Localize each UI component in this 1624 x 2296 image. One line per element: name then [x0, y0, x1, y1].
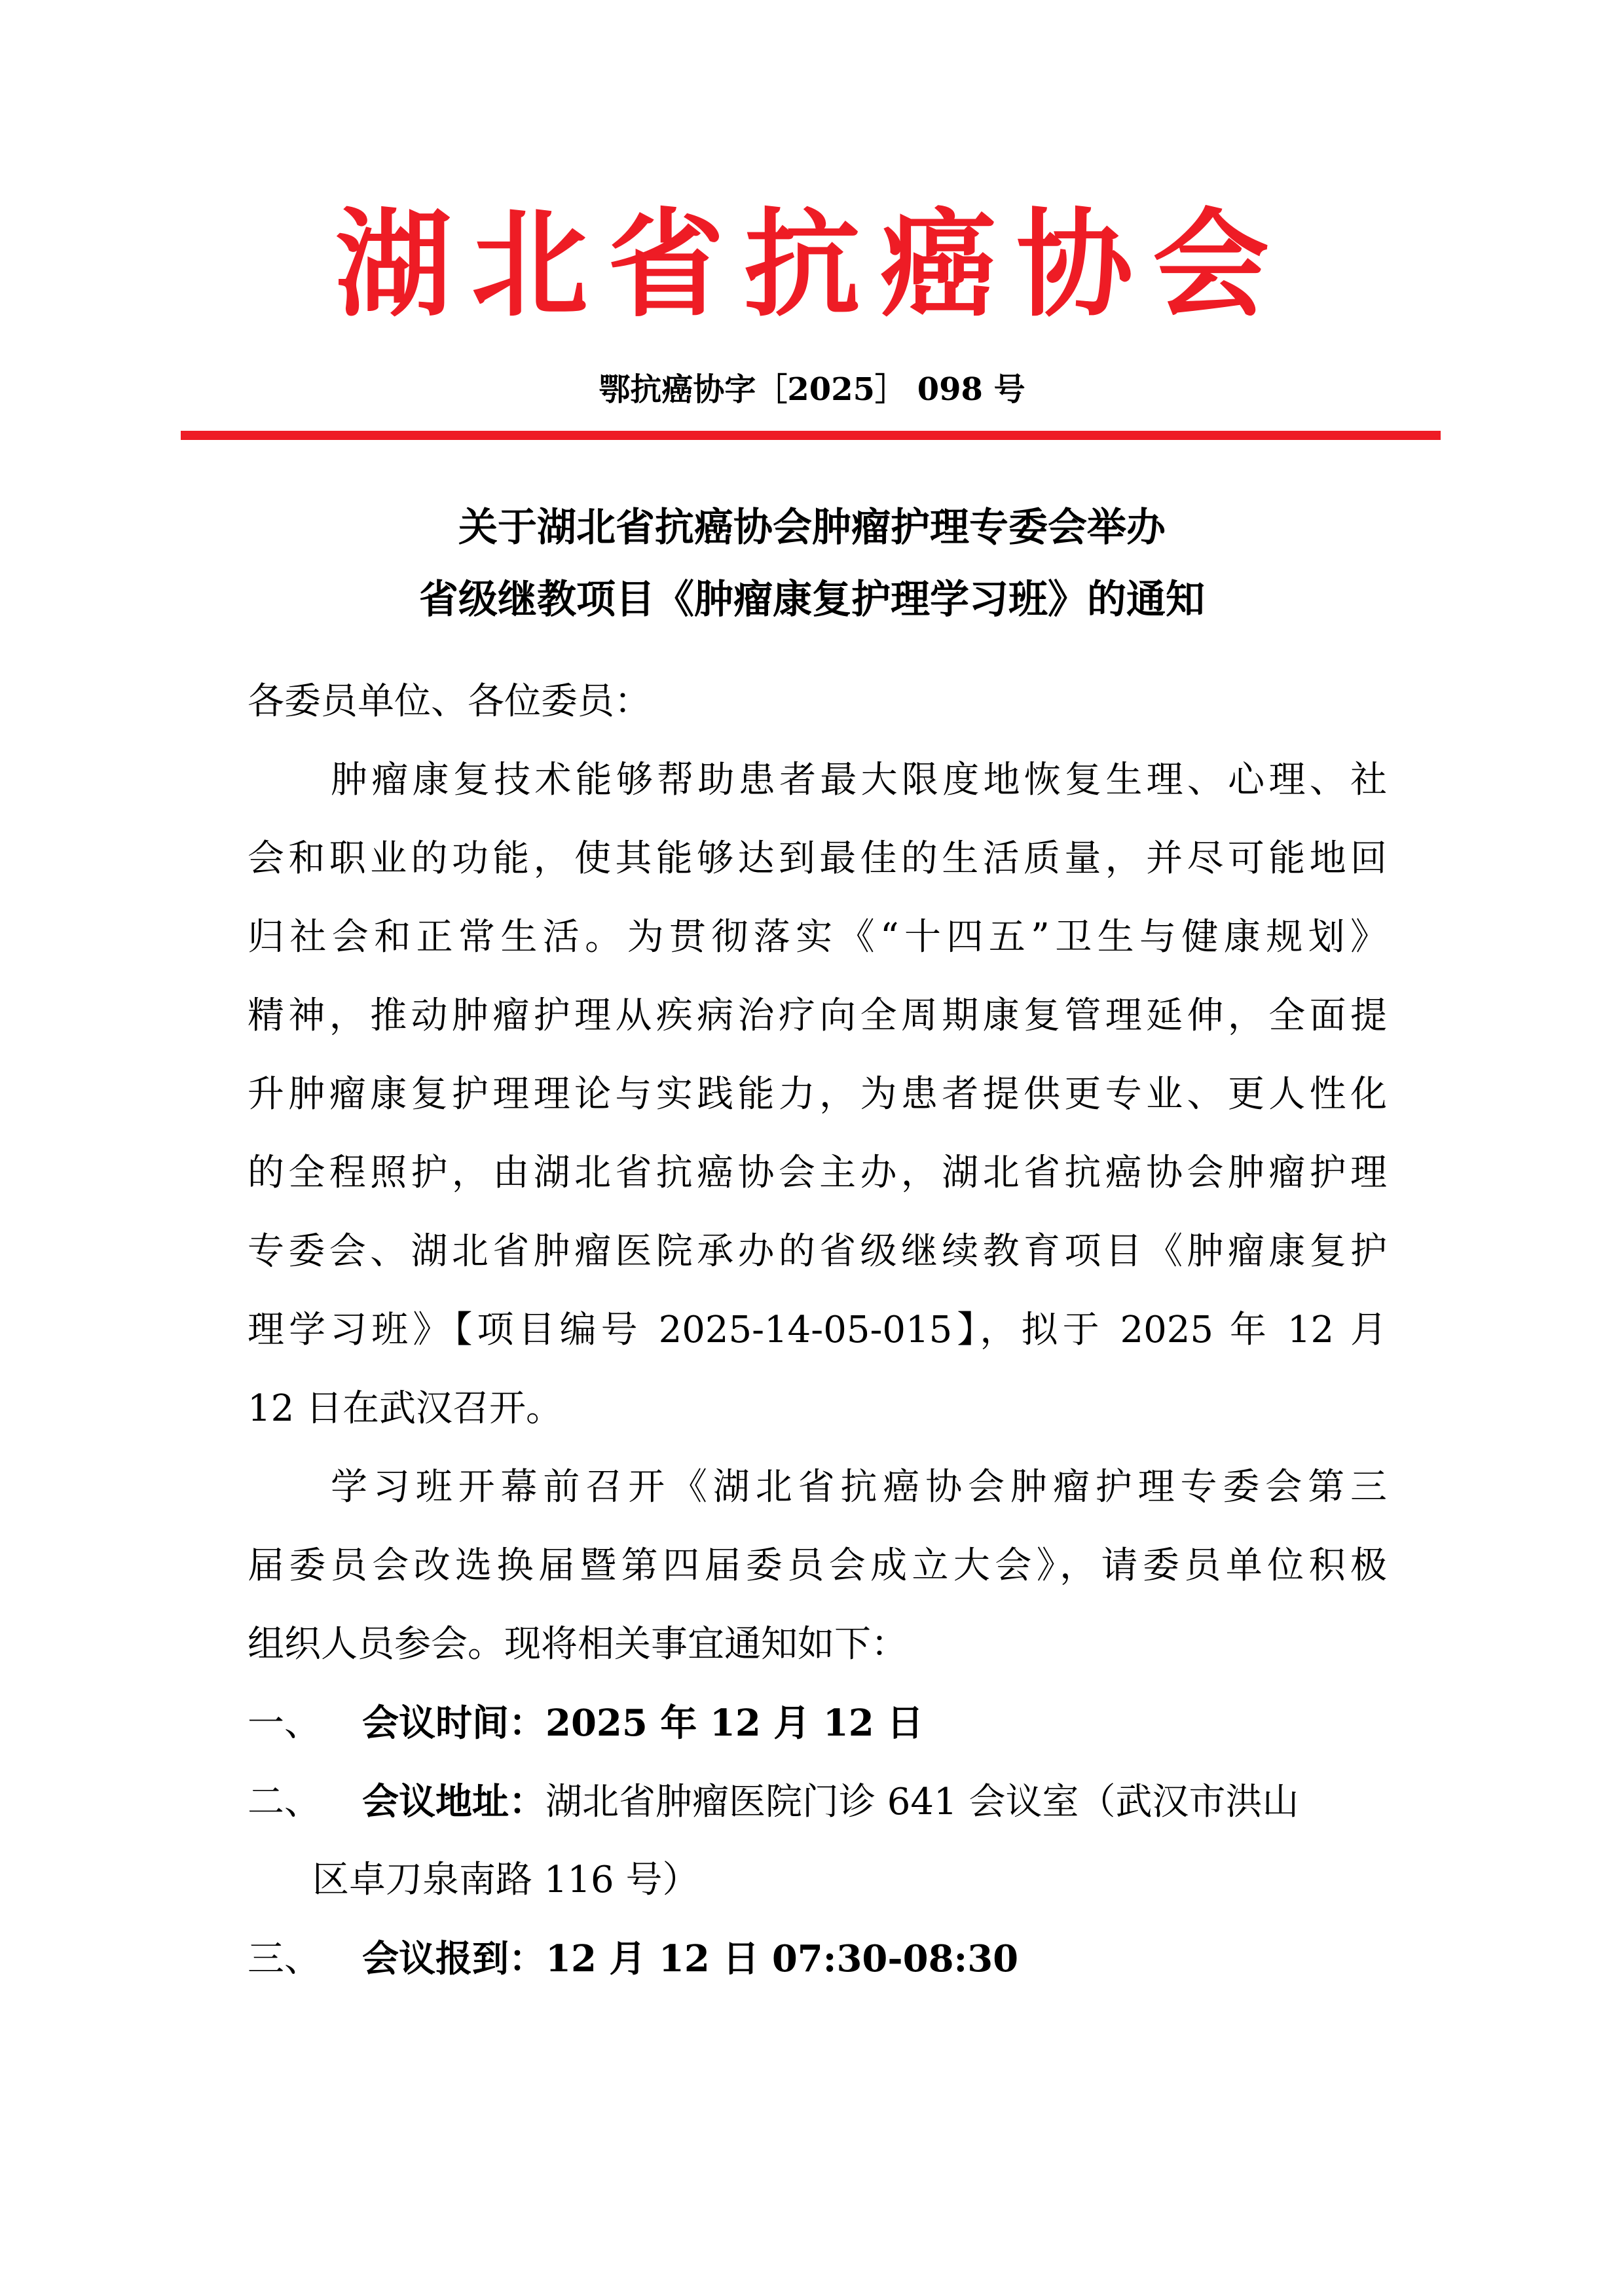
meeting-time-value: 2025 年 12 月 12 日	[545, 1702, 924, 1745]
paragraph-1-line: 归社会和正常生活。为贯彻落实《“十四五”卫生与健康规划》	[248, 916, 1387, 958]
paragraph-1-line: 专委会、湖北省肿瘤医院承办的省级继续教育项目《肿瘤康复护	[248, 1230, 1387, 1273]
paragraph-2-line: 组织人员参会。现将相关事宜通知如下：	[248, 1623, 908, 1666]
paragraph-1-line: 的全程照护，由湖北省抗癌协会主办，湖北省抗癌协会肿瘤护理	[248, 1152, 1387, 1194]
paragraph-1-line: 会和职业的功能，使其能够达到最佳的生活质量，并尽可能地回	[248, 837, 1387, 880]
paragraph-1-line: 升肿瘤康复护理理论与实践能力，为患者提供更专业、更人性化	[248, 1073, 1387, 1116]
paragraph-1-line: 肿瘤康复技术能够帮助患者最大限度地恢复生理、心理、社	[331, 759, 1387, 801]
paragraph-2-line: 学习班开幕前召开《湖北省抗癌协会肿瘤护理专委会第三	[331, 1466, 1387, 1508]
meeting-address-item	[248, 1769, 1387, 1835]
meeting-address-label: 会议地址：	[362, 1780, 545, 1823]
item-number: 二、	[248, 1781, 321, 1823]
paragraph-1-line: 12 日在武汉召开。	[248, 1387, 563, 1430]
paragraph-1-line: 理学习班》【项目编号 2025-14-05-015】，拟于 2025 年 12 月	[248, 1309, 1387, 1351]
meeting-time-item	[248, 1690, 1387, 1757]
red-divider	[181, 431, 1441, 440]
paragraph-1-line: 精神，推动肿瘤护理从疾病治疗向全周期康复管理延伸，全面提	[248, 994, 1387, 1037]
meeting-address-continuation: 区卓刀泉南路 116 号）	[312, 1859, 699, 1901]
item-number: 三、	[248, 1938, 321, 1980]
meeting-address-value: 湖北省肿瘤医院门诊 641 会议室（武汉市洪山	[545, 1781, 1299, 1823]
organization-letterhead: 湖北省抗癌协会	[335, 197, 1289, 333]
item-number: 一、	[248, 1702, 321, 1745]
paragraph-2-line: 届委员会改选换届暨第四届委员会成立大会》，请委员单位积极	[248, 1544, 1387, 1587]
meeting-checkin-value: 12 月 12 日 07:30-08:30	[545, 1937, 1019, 1980]
meeting-checkin-label: 会议报到：	[362, 1937, 545, 1980]
document-number: 鄂抗癌协字［2025］ 098 号	[599, 371, 1025, 408]
meeting-checkin-item	[248, 1926, 1387, 1992]
notice-title-line-2: 省级继教项目《肿瘤康复护理学习班》的通知	[419, 577, 1205, 623]
salutation: 各委员单位、各位委员：	[248, 680, 651, 723]
notice-title-line-1: 关于湖北省抗癌协会肿瘤护理专委会举办	[458, 505, 1166, 551]
meeting-time-label: 会议时间：	[362, 1702, 545, 1745]
